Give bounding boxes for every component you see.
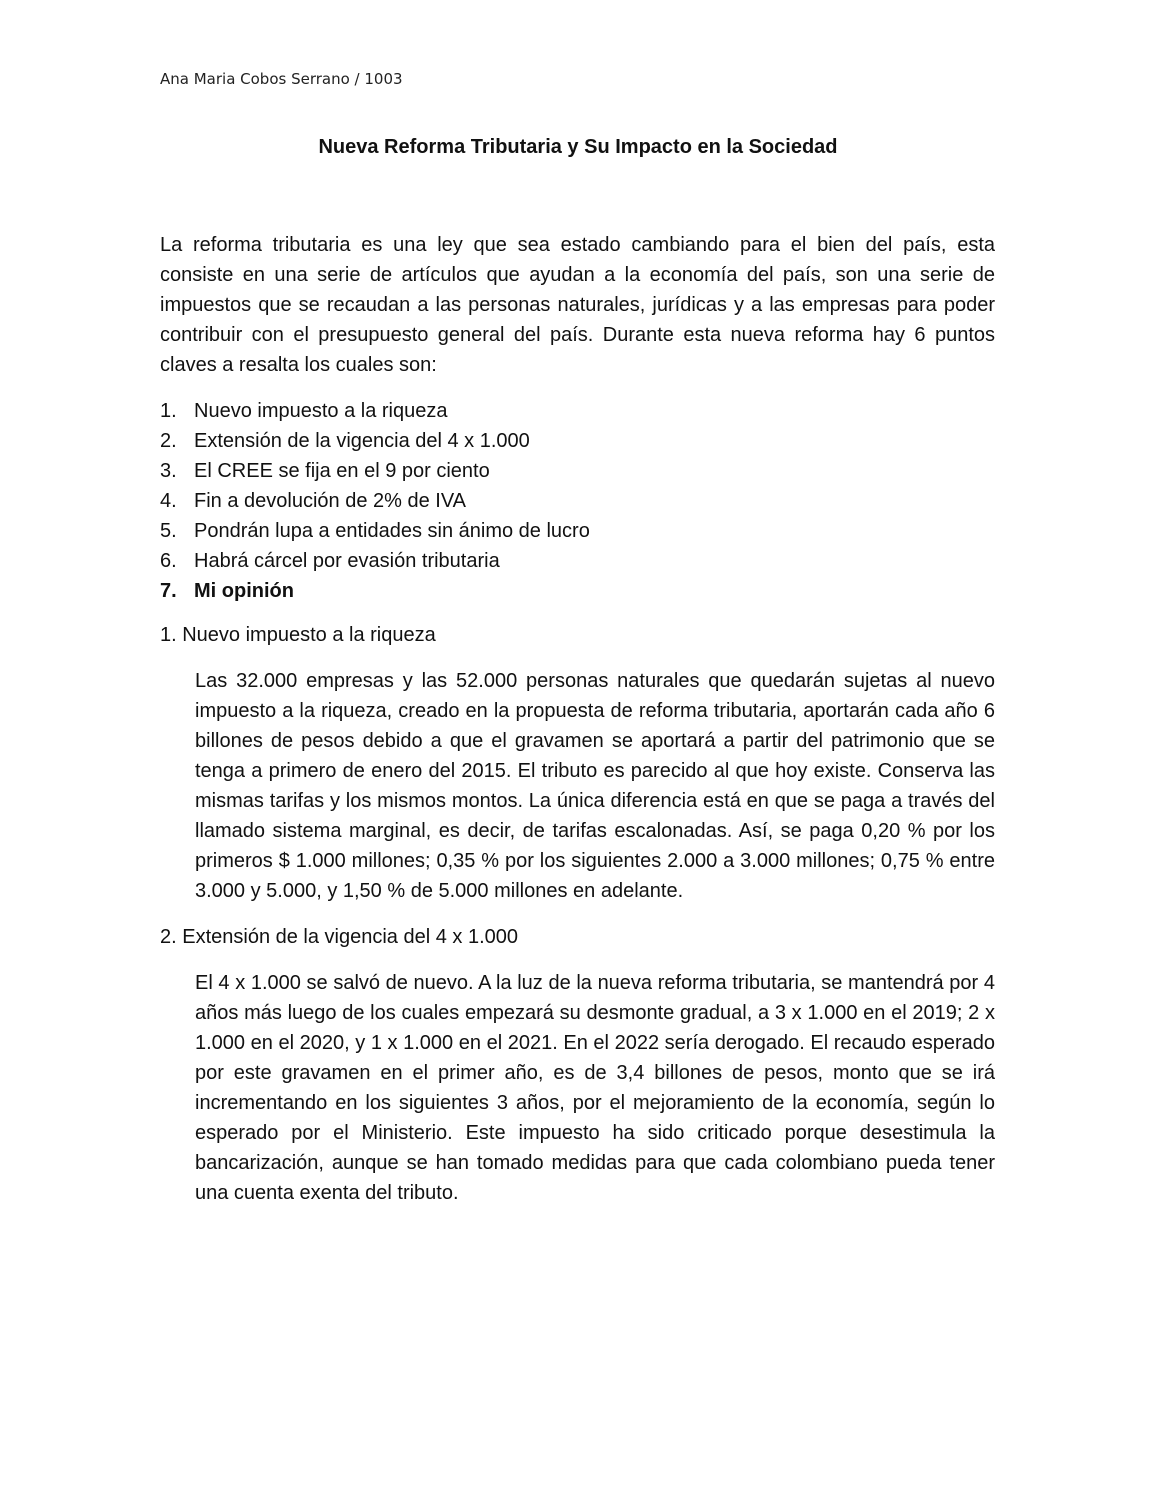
list-item-text: Extensión de la vigencia del 4 x 1.000 xyxy=(194,430,530,452)
list-item xyxy=(160,426,995,456)
list-item-number: 3. xyxy=(160,460,177,482)
section-heading: 2. Extensión de la vigencia del 4 x 1.000 xyxy=(160,926,519,948)
list-item-text: Mi opinión xyxy=(194,580,294,602)
list-item xyxy=(160,486,995,516)
list-item-text: Habrá cárcel por evasión tributaria xyxy=(194,550,500,572)
section-paragraph: Las 32.000 empresas y las 52.000 personas naturales que quedarán sujetas al nuevo impuesto a la riqueza, creado en la propuesta de reforma tributaria, aportarán cada año 6 billones de pesos debido a que el gravamen se aportará a partir del patrimonio que se tenga a primero de enero del 2015. El tributo es parecido al que hoy existe. Conserva las mismas tarifas y los mismos montos. La única diferencia está en que se paga a través del llamado sistema marginal, es decir, de tarifas escalonadas. Así, se paga 0,20 % por los primeros $ 1.000 millones; 0,35 % por los siguientes 2.000 a 3.000 millones; 0,75 % entre 3.000 y 5.000, y 1,50 % de 5.000 millones en adelante. xyxy=(195,670,995,902)
list-item-number: 6. xyxy=(160,550,177,572)
list-item-text: Fin a devolución de 2% de IVA xyxy=(194,490,467,512)
section-heading: 1. Nuevo impuesto a la riqueza xyxy=(160,624,436,646)
key-points-list xyxy=(160,396,995,606)
list-item-text: El CREE se fija en el 9 por ciento xyxy=(194,460,490,482)
author-line: Ana Maria Cobos Serrano / 1003 xyxy=(160,70,403,88)
list-item xyxy=(160,576,995,606)
list-item xyxy=(160,396,995,426)
section-paragraph: El 4 x 1.000 se salvó de nuevo. A la luz de la nueva reforma tributaria, se mantendrá por 4 años más luego de los cuales empezará su desmonte gradual, a 3 x 1.000 en el 2019; 2 x 1.000 en el 2020, y 1 x 1.000 en el 2021. En el 2022 sería derogado. El recaudo esperado por este gravamen en el primer año, es de 3,4 billones de pesos, monto que se irá incrementando en los siguientes 3 años, por el mejoramiento de la economía, según lo esperado por el Ministerio. Este impuesto ha sido criticado porque desestimula la bancarización, aunque se han tomado medidas para que cada colombiano pueda tener una cuenta exenta del tributo. xyxy=(195,972,995,1204)
list-item-text: Nuevo impuesto a la riqueza xyxy=(194,400,448,422)
list-item xyxy=(160,546,995,576)
list-item-number: 7. xyxy=(160,580,177,602)
document-body xyxy=(160,230,995,1224)
list-item-text: Pondrán lupa a entidades sin ánimo de lucro xyxy=(194,520,590,542)
list-item-number: 1. xyxy=(160,400,177,422)
list-item-number: 2. xyxy=(160,430,177,452)
list-item xyxy=(160,456,995,486)
document-title: Nueva Reforma Tributaria y Su Impacto en la Sociedad xyxy=(318,136,838,158)
list-item-number: 4. xyxy=(160,490,177,512)
list-item xyxy=(160,516,995,546)
intro-paragraph: La reforma tributaria es una ley que sea estado cambiando para el bien del país, esta consiste en una serie de artículos que ayudan a la economía del país, son una serie de impuestos que se recaudan a las personas naturales, jurídicas y a las empresas para poder contribuir con el presupuesto general del país. Durante esta nueva reforma hay 6 puntos claves a resalta los cuales son: xyxy=(160,234,995,376)
list-item-number: 5. xyxy=(160,520,177,542)
